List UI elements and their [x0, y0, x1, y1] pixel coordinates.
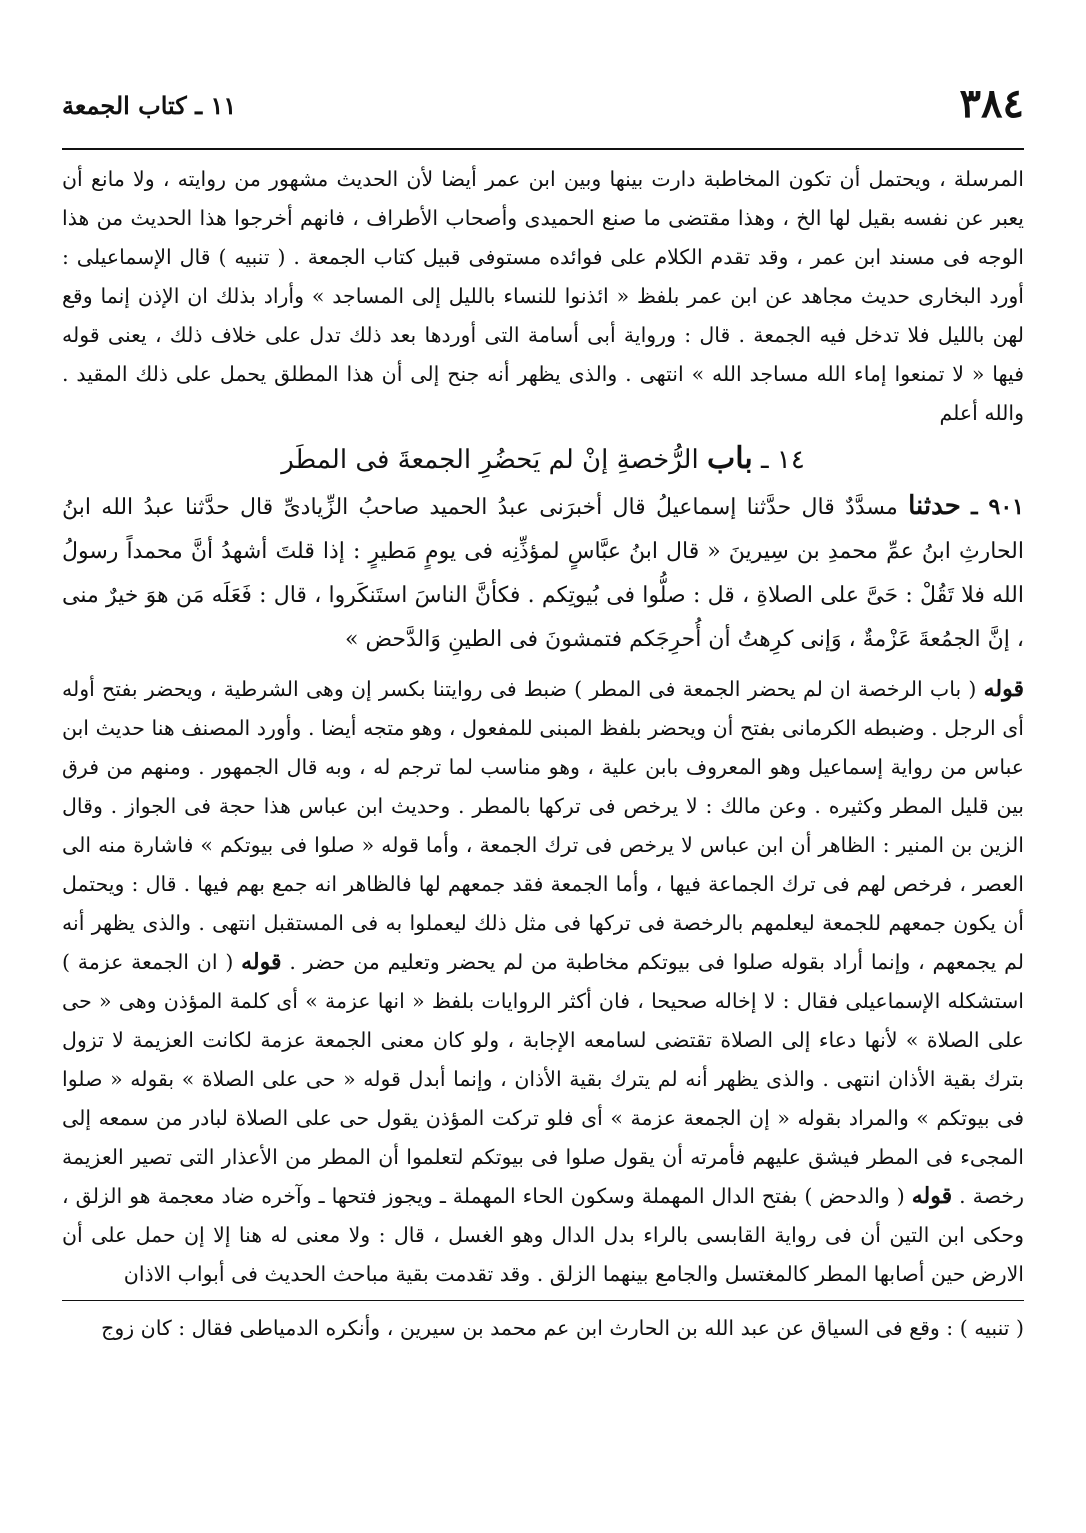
- commentary-paragraph-1: المرسلة ، ويحتمل أن تكون المخاطبة دارت بينها وبين ابن عمر أيضا لأن الحديث مشهور من روايته ، ولا مانع أن يعبر عن نفسه بقيل لها الخ ، وهذا مقتضى ما صنع الحميدى وأصحاب الأطراف ، فانهم أخرجوا هذا الحديث من هذا الوجه فى مسند ابن عمر ، وقد تقدم الكلام على فوائده مستوفى قبيل كتاب الجمعة . ( تنبيه ) قال الإسماعيلى : أورد البخارى حديث مجاهد عن ابن عمر بلفظ « ائذنوا للنساء بالليل إلى المساجد » وأراد بذلك ان الإذن إنما وقع لهن بالليل فلا تدخل فيه الجمعة . قال : ورواية أبى أسامة التى أوردها بعد ذلك تدل على خلاف ذلك ، يعنى قوله فيها « لا تمنعوا إماء الله مساجد الله » انتهى . والذى يظهر أنه جنح إلى أن هذا المطلق يحمل على ذلك المقيد . والله أعلم: [62, 167, 1024, 425]
- commentary-2-text: ( باب الرخصة ان لم يحضر الجمعة فى المطر ) ضبط فى روايتنا بكسر إن وهى الشرطية ، ويحضر بفتح أوله أى الرجل . وضبطه الكرمانى بفتح أن ويحضر بلفظ المبنى للمفعول ، وهو متجه أيضا . وأورد المصنف هنا حديث ابن عباس من رواية إسماعيل وهو المعروف بابن علية ، وهو مناسب لما ترجم له ، وبه قال الجمهور . ومنهم من فرق بين قليل المطر وكثيره . وعن مالك : لا يرخص فى تركها بالمطر . وحديث ابن عباس هذا حجة فى الجواز . وقال الزين بن المنير : الظاهر أن ابن عباس لا يرخص فى ترك الجمعة ، وأما قوله « صلوا فى بيوتكم » فاشارة منه الى العصر ، فرخص لهم فى ترك الجماعة فيها ، وأما الجمعة فقد جمعهم لها فالظاهر انه جمع بهم فيها . قال : ويحتمل أن يكون جمعهم للجمعة ليعلمهم بالرخصة فى تركها فى مثل ذلك ليعملوا به فى المستقبل انتهى . والذى يظهر أنه لم يجمعهم ، وإنما أراد بقوله صلوا فى بيوتكم مخاطبة من لم يحضر وتعليم من حضر .: [62, 677, 1024, 974]
- page-header: [62, 78, 1024, 150]
- commentary-paragraph-2: [62, 670, 1024, 1294]
- hadith-number: ٩٠١ ـ: [971, 494, 1024, 520]
- hadith-text-block: [62, 484, 1024, 662]
- footnote-tanbih: ( تنبيه ) : وقع فى السياق عن عبد الله بن الحارث ابن عم محمد بن سيرين ، وأنكره الدمياطى فقال : كان زوج: [101, 1316, 1024, 1340]
- qawluhu-marker: قوله: [983, 676, 1024, 702]
- footnote-separator: [62, 1300, 1024, 1301]
- commentary-2-text-2: ( ان الجمعة عزمة ) استشكله الإسماعيلى فقال : لا إخاله صحيحا ، فان أكثر الروايات بلفظ « انها عزمة » أى كلمة المؤذن وهى « حى على الصلاة » لأنها دعاء إلى الصلاة تقتضى لسامعه الإجابة ، ولو كان معنى الجمعة عزمة لكانت العزيمة لا تزول بترك بقية الأذان انتهى . والذى يظهر أنه لم يترك بقية الأذان ، وإنما أبدل قوله « حى على الصلاة » بقوله « صلوا فى بيوتكم » والمراد بقوله « إن الجمعة عزمة » أى فلو تركت المؤذن يقول حى على الصلاة لبادر من سمعه إلى المجىء فى المطر فيشق عليهم فأمرته أن يقول صلوا فى بيوتكم لتعلموا أن المطر من الأعذار التى تصير العزيمة رخصة .: [62, 950, 1024, 1208]
- hadith-text: مسدَّدٌ قال حدَّثنا إسماعيلُ قال أخبرَنى عبدُ الحميد صاحبُ الزِّيادىِّ قال حدَّثنا عبدُ الله ابنُ الحارثِ ابنُ عمِّ محمدِ بن سِيرينَ « قال ابنُ عبَّاسٍ لمؤذِّنِه فى يومٍ مَطيرٍ : إذا قلتَ أشهدُ أنَّ محمداً رسولُ الله فلا تَقُلْ : حَىَّ على الصلاةِ ، قل : صلُّوا فى بُيوتِكم . فكأنَّ الناسَ استَنكَروا ، قال : فَعَلَه مَن هوَ خيرٌ منى ، إنَّ الجمُعةَ عَزْمةٌ ، وَإنى كرِهتُ أن أُحرِجَكم فتمشونَ فى الطينِ وَالدَّحض »: [62, 495, 1024, 652]
- book-page: [62, 78, 1024, 1347]
- qawluhu-marker-2: قوله: [241, 949, 282, 975]
- hadith-haddathana: حدثنا: [908, 491, 961, 521]
- chapter-bab-word: باب: [706, 441, 753, 476]
- commentary-2-text-3: ( والدحض ) بفتح الدال المهملة وسكون الحاء المهملة ـ ويجوز فتحها ـ وآخره ضاد معجمة هو الزلق ، وحكى ابن التين أن فى رواية القابسى بالراء بدل الدال وهو الغسل ، قال : ولا معنى له هنا إلا إن حمل على أن الارض حين أصابها المطر كالمغتسل والجامع بينهما الزلق . وقد تقدمت بقية مباحث الحديث فى أبواب الاذان: [62, 1184, 1024, 1286]
- chapter-title: الرُّخصةِ إنْ لم يَحضُرِ الجمعةَ فى المطَر: [281, 445, 699, 475]
- qawluhu-marker-3: قوله: [911, 1183, 953, 1209]
- page-number: ٣٨٤: [959, 80, 1024, 127]
- running-title: ١١ ـ كتاب الجمعة: [62, 91, 237, 120]
- chapter-heading: [62, 439, 1024, 480]
- chapter-number: ١٤ ـ: [760, 445, 805, 475]
